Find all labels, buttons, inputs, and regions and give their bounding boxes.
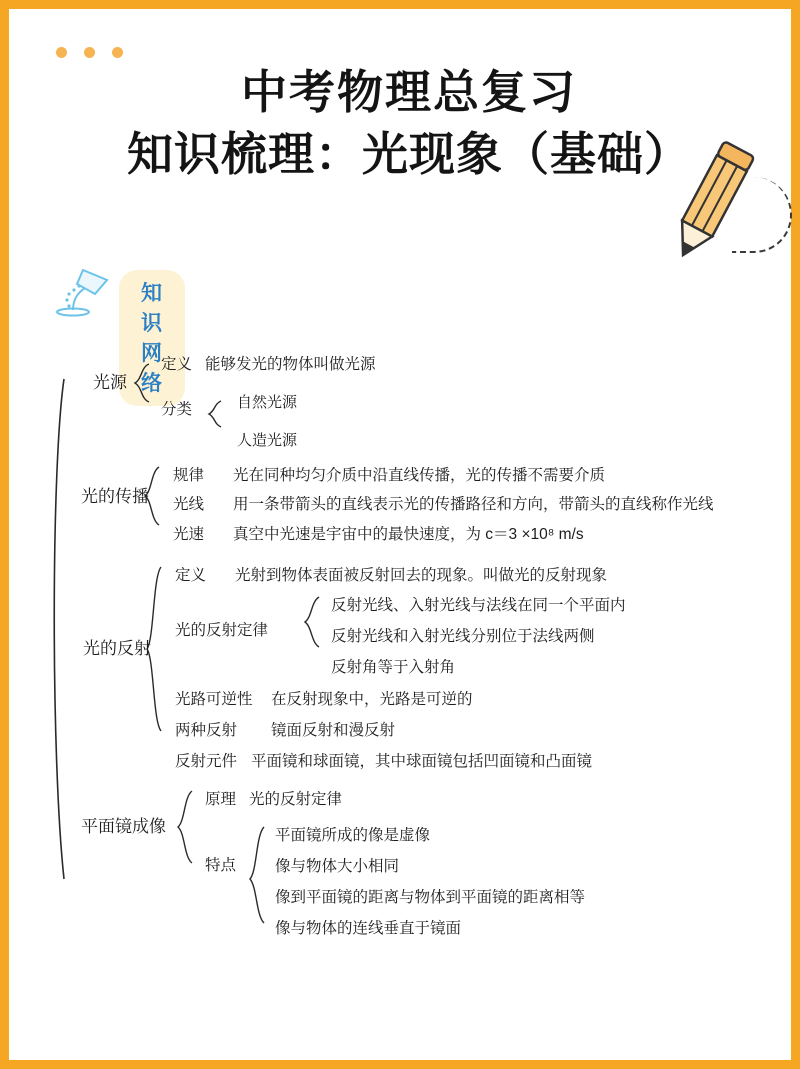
- branch-3-item-1-child-0: 平面镜所成的像是虚像: [275, 827, 431, 844]
- branch-3-item-1-label: 特点: [205, 857, 237, 874]
- branch-2-item-0-text: 光射到物体表面被反射回去的现象。叫做光的反射现象: [235, 567, 608, 584]
- section-badge-label: 知识网络: [119, 270, 185, 406]
- branch-1-item-1-text: 用一条带箭头的直线表示光的传播路径和方向，带箭头的直线称作光线: [233, 496, 714, 513]
- branch-2-item-1-child-0: 反射光线、入射光线与法线在同一个平面内: [331, 597, 626, 614]
- poster-inner: [9, 9, 791, 1060]
- branch-0-item-1-child-0: 自然光源: [237, 394, 298, 411]
- branch-2-item-1-child-1: 反射光线和入射光线分别位于法线两侧: [331, 628, 595, 645]
- branch-3-item-1-child-3: 像与物体的连线垂直于镜面: [275, 920, 462, 937]
- branch-title-light-source: 光源: [93, 373, 127, 392]
- branch-1-item-0-text: 光在同种均匀介质中沿直线传播，光的传播不需要介质: [233, 467, 606, 484]
- branch-2-item-4-text: 平面镜和球面镜，其中球面镜包括凹面镜和凸面镜: [251, 753, 593, 770]
- branch-3-item-0-label: 原理: [205, 791, 237, 808]
- dot-icon: [56, 47, 67, 58]
- branch-2-item-4-label: 反射元件: [175, 753, 238, 770]
- title-line-1: 中考物理总复习: [241, 66, 577, 118]
- branch-3-item-0-text: 光的反射定律: [249, 791, 343, 808]
- dashed-arc-decoration: [732, 177, 792, 253]
- branch-3-item-1-child-1: 像与物体大小相同: [275, 858, 400, 875]
- branch-2-item-0-label: 定义: [175, 567, 207, 584]
- dot-icon: [112, 47, 123, 58]
- dot-icon: [84, 47, 95, 58]
- mindmap: [9, 339, 800, 959]
- branch-1-item-2-text: 真空中光速是宇宙中的最快速度，为 c＝3 ×10⁸ m/s: [233, 526, 584, 543]
- title-line-2: 知识梳理：光现象（基础）: [127, 128, 691, 180]
- branch-2-item-2-text: 在反射现象中，光路是可逆的: [271, 691, 473, 708]
- branch-2-item-1-label: 光的反射定律: [175, 622, 269, 639]
- branch-0-item-1-label: 分类: [161, 401, 193, 418]
- branch-1-item-0-label: 规律: [173, 467, 205, 484]
- branch-title-light-reflection: 光的反射: [83, 639, 151, 658]
- branch-2-item-3-text: 镜面反射和漫反射: [271, 722, 396, 739]
- branch-0-item-0-text: 能够发光的物体叫做光源: [205, 356, 376, 373]
- branch-1-item-1-label: 光线: [173, 496, 205, 513]
- branch-title-light-propagation: 光的传播: [81, 487, 149, 506]
- branch-0-item-1-child-1: 人造光源: [237, 432, 298, 449]
- branch-2-item-3-label: 两种反射: [175, 722, 238, 739]
- branch-1-item-2-label: 光速: [173, 526, 205, 543]
- branch-3-item-1-child-2: 像到平面镜的距离与物体到平面镜的距离相等: [275, 889, 586, 906]
- branch-title-plane-mirror: 平面镜成像: [81, 817, 166, 836]
- decorative-dots: [56, 47, 123, 58]
- desk-lamp-icon: [55, 262, 117, 318]
- branch-0-item-0-label: 定义: [161, 356, 193, 373]
- branch-2-item-2-label: 光路可逆性: [175, 691, 253, 708]
- branch-2-item-1-child-2: 反射角等于入射角: [331, 659, 456, 676]
